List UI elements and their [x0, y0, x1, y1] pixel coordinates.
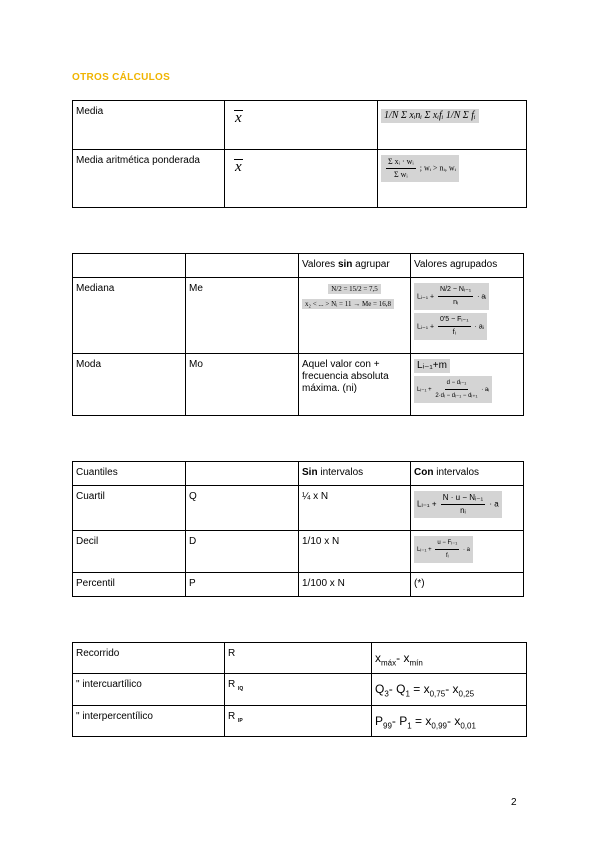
header-sin-agrupar: Valores sin agrupar [299, 254, 411, 278]
iqr-formula: $Q_3-$ $Q_1 = x_{0,75}-$ $x_{0,25}$ [372, 674, 527, 705]
table-mediana-moda [72, 253, 524, 416]
median-ungrouped-2: x₂ < ... > Nᵢ = 11 → Me = 16,8 [302, 299, 394, 309]
table-row [73, 573, 524, 597]
decile-formula: Lᵢ₋₁ + $\frac{\text{u − Fᵢ₋₁}}{\text{fᵢ}}$ · a [414, 536, 473, 563]
mean-formula: 1/N Σ xᵢnᵢ Σ xᵢfᵢ 1/N Σ fᵢ [381, 109, 479, 123]
quartile-formula: Lᵢ₋₁ + $\frac{\text{N · u − Nᵢ₋₁}}{\text{nᵢ}}$ · a [414, 491, 502, 518]
table-row [73, 150, 527, 208]
row-label: Mediana [73, 278, 186, 354]
mode-grouped-1: Lᵢ₋₁+m [414, 359, 450, 373]
table-row [73, 486, 524, 531]
table-row [73, 643, 527, 674]
page-number: 2 [511, 797, 517, 808]
section-title: OTROS CÁLCULOS [72, 72, 171, 83]
median-grouped-1: Lᵢ₋₁ + $\frac{\text{N/2 − Nᵢ₋₁}}{\text{nᵢ}}$ · aᵢ [414, 283, 489, 310]
row-label: Media aritmética ponderada [73, 150, 225, 208]
header-sin-intervalos: Sin intervalos [299, 462, 411, 486]
table-row [73, 705, 527, 736]
mode-grouped-2: Lᵢ₋₁ + $\frac{\text{d − dᵢ₋₁}}{\text{2·dᵢ − dᵢ₋₁ − dᵢ₊₁}}$ · aᵢ [414, 376, 492, 403]
no-interval-value: 1/100 x N [299, 573, 411, 597]
header-agrupados: Valores agrupados [411, 254, 524, 278]
row-symbol: Me [186, 278, 299, 354]
row-label: Cuartil [73, 486, 186, 531]
row-symbol: R $_{IQ}$ [225, 674, 372, 705]
row-label: Percentil [73, 573, 186, 597]
row-symbol: R [225, 643, 372, 674]
mean-symbol: x [235, 110, 242, 126]
row-symbol: P [186, 573, 299, 597]
table-row [73, 278, 524, 354]
header-cuantiles: Cuantiles [73, 462, 186, 486]
row-symbol: Q [186, 486, 299, 531]
ipr-formula: $P_{99}-$ $P_1 = x_{0,99}-$ $x_{0,01}$ [372, 705, 527, 736]
table-row [73, 354, 524, 416]
row-symbol: R $_{IP}$ [225, 705, 372, 736]
interval-value: (*) [411, 573, 524, 597]
table-media [72, 100, 527, 208]
range-formula: $x_{máx}-$ $x_{mín}$ [372, 643, 527, 674]
table-header-row [73, 462, 524, 486]
row-label: Decil [73, 531, 186, 573]
row-label: " intercuartílico [73, 674, 225, 705]
row-label: " interpercentílico [73, 705, 225, 736]
row-label: Recorrido [73, 643, 225, 674]
mode-ungrouped: Aquel valor con + frecuencia absoluta máxima. (ni) [299, 354, 411, 416]
no-interval-value: ¼ x N [299, 486, 411, 531]
table-cuantiles [72, 461, 524, 597]
no-interval-value: 1/10 x N [299, 531, 411, 573]
row-label: Moda [73, 354, 186, 416]
median-grouped-2: Lᵢ₋₁ + $\frac{\text{0'5 − Fᵢ₋₁}}{\text{fᵢ}}$ · aᵢ [414, 313, 487, 340]
row-label: Media [73, 101, 225, 150]
table-row [73, 101, 527, 150]
table-row [73, 674, 527, 705]
row-symbol: D [186, 531, 299, 573]
table-recorrido [72, 642, 527, 737]
median-ungrouped-1: N/2 = 15/2 = 7,5 [328, 284, 381, 294]
weighted-mean-symbol: x [235, 159, 242, 175]
row-symbol: Mo [186, 354, 299, 416]
weighted-mean-formula: $\frac{\text{Σ xᵢ · wᵢ}}{\text{Σ wᵢ}}$ ; wᵢ > nᵢ, wᵢ [381, 155, 459, 182]
header-con-intervalos: Con intervalos [411, 462, 524, 486]
table-row [73, 531, 524, 573]
table-header-row [73, 254, 524, 278]
